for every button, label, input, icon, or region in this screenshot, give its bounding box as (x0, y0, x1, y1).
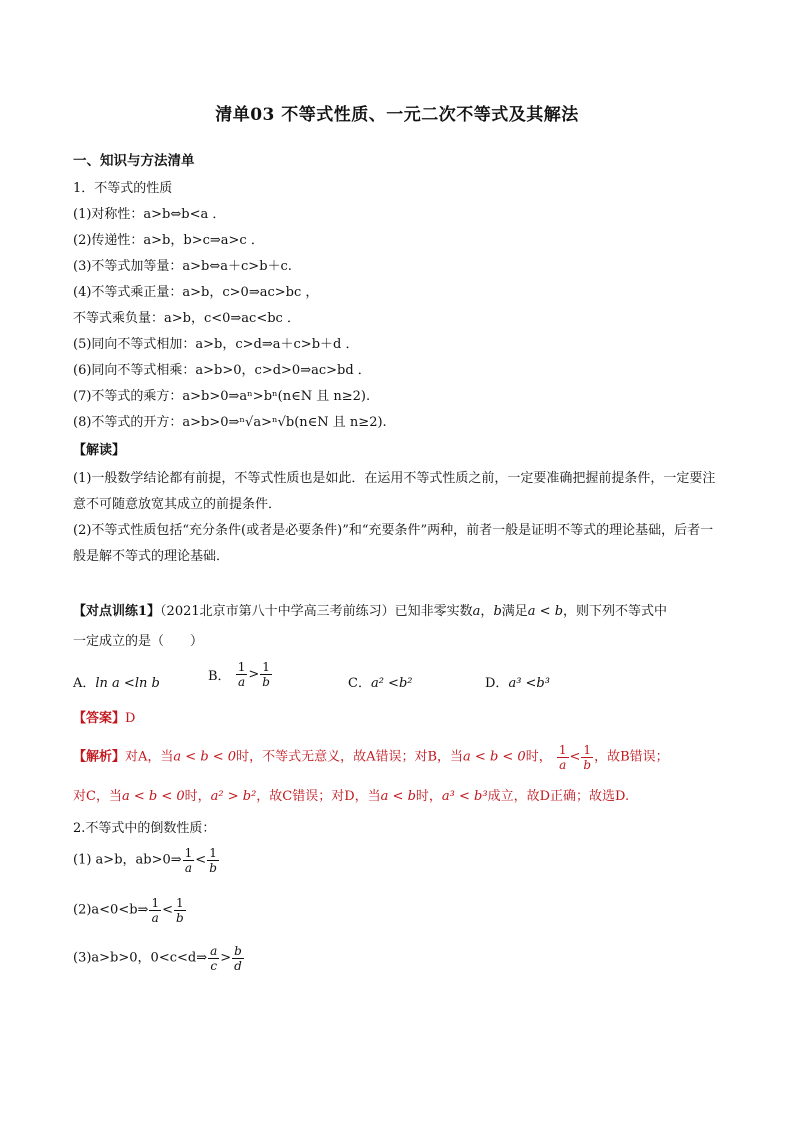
fraction (149, 896, 161, 925)
denominator: d (234, 959, 242, 973)
answer-label: 【答案】 (73, 711, 126, 726)
interpret-label: 【解读】 (73, 443, 126, 458)
option-value: a³ <b³ (508, 676, 550, 691)
denominator: a (237, 675, 246, 689)
numerator: a (210, 944, 218, 958)
property-line: (1)对称性：a>b⇔b<a ． (73, 207, 226, 222)
numerator: b (234, 944, 242, 958)
numerator: 1 (581, 743, 593, 758)
fraction (260, 660, 272, 689)
item-heading: 2.不等式中的倒数性质： (73, 821, 216, 836)
property-line: (3)不等式加等量：a>b⇔a＋c>b＋c. (73, 259, 292, 274)
option-c (348, 672, 412, 691)
property-line: (8)不等式的开方：a>b>0⇒ⁿ√a>ⁿ√b(n∈N 且 n≥2). (73, 415, 387, 430)
exercise-text: ，则下列不等式中 (563, 604, 668, 619)
operator: < (195, 852, 207, 868)
operator: > (220, 950, 232, 966)
denominator: b (175, 911, 184, 925)
analysis-text: 时， (184, 789, 211, 804)
reciprocal-text: (2)a<0<b⇒ (73, 902, 149, 918)
exercise-text: ， (480, 604, 494, 619)
analysis-text: 时， (525, 749, 552, 765)
math-expression: a < b < 0 (121, 789, 185, 804)
analysis-text: 对C，当 (73, 789, 122, 804)
numerator: 1 (260, 660, 272, 675)
analysis-line-2 (73, 788, 629, 806)
operator: < (569, 749, 581, 765)
property-line: (2)传递性：a>b，b>c⇒a>c ． (73, 233, 264, 248)
fraction (232, 944, 244, 973)
answer-value: D (125, 711, 136, 726)
exercise-text: 已知非零实数 (394, 604, 473, 619)
math-expression: a < b < 0 (463, 749, 526, 765)
fraction (207, 846, 219, 875)
property-line: (6)同向不等式相乘：a>b>0，c>d>0⇒ac>bd ． (73, 363, 371, 378)
analysis-line-1 (73, 743, 669, 772)
option-label: B． (208, 669, 231, 684)
fraction (174, 896, 186, 925)
numerator: 1 (184, 846, 193, 860)
page-title: 清单03 不等式性质、一元二次不等式及其解法 (215, 105, 579, 125)
fraction (208, 944, 219, 973)
operator: < (162, 902, 173, 918)
math-expression: a³ < b³ (441, 789, 488, 804)
exercise-stem (73, 603, 667, 621)
analysis-text: ，故B错误； (594, 749, 669, 765)
interpret-paragraph: (1)一般数学结论都有前提，不等式性质也是如此．在运用不等式性质之前，一定要准确把握前提条件，一定要注意不可随意放宽其成立的前提条件． (73, 471, 716, 512)
analysis-label: 【解析】 (73, 749, 126, 765)
reciprocal-line (73, 846, 220, 875)
exercise-stem-line2: 一定成立的是（ ） (73, 634, 204, 649)
section-heading: 一、知识与方法清单 (73, 153, 195, 169)
property-line: 不等式乘负量：a>b，c<0⇒ac<bc ． (73, 311, 300, 326)
analysis-text: ，故C错误；对D，当 (256, 789, 381, 804)
reciprocal-line (73, 944, 245, 973)
math-expression: a < b (527, 604, 564, 619)
option-value: a² <b² (370, 676, 413, 691)
exercise-text: 满足 (501, 604, 528, 619)
denominator: b (583, 758, 592, 772)
fraction (581, 743, 593, 772)
numerator: 1 (151, 896, 160, 910)
math-expression: a < b < 0 (173, 749, 237, 765)
denominator: a (184, 861, 193, 875)
property-line: (5)同向不等式相加：a>b，c>d⇒a＋c>b＋d ． (73, 337, 359, 352)
option-b (208, 660, 273, 689)
math-var: a (472, 604, 481, 619)
analysis-text: 对A，当 (125, 749, 174, 765)
option-value: ln a <ln b (95, 676, 160, 691)
math-expression: a < b (380, 789, 416, 804)
math-expression: a² > b² (210, 789, 257, 804)
exercise-source: （2021北京市第八十中学高三考前练习） (160, 604, 395, 619)
interpret-paragraph: (2)不等式性质包括“充分条件(或者是必要条件)”和“充要条件”两种，前者一般是证明不等式的理论基础，后者一般是解不等式的理论基础． (73, 523, 714, 564)
option-a (73, 672, 160, 691)
reciprocal-text: (1) a>b，ab>0⇒ (73, 852, 182, 868)
option-d (485, 672, 550, 691)
numerator: 1 (174, 896, 186, 911)
exercise-label: 【对点训练1】 (73, 604, 161, 619)
property-line: (4)不等式乘正量：a>b，c>0⇒ac>bc ， (73, 285, 319, 300)
analysis-text: 时，不等式无意义，故A错误；对B，当 (236, 749, 464, 765)
fraction (557, 743, 569, 772)
option-label: C． (348, 676, 371, 691)
option-label: A． (73, 676, 96, 691)
denominator: b (209, 861, 217, 875)
option-label: D． (485, 676, 509, 691)
fraction (183, 846, 195, 875)
numerator: 1 (207, 846, 219, 861)
answer-line (73, 710, 135, 728)
analysis-text: 时， (415, 789, 442, 804)
reciprocal-text: (3)a>b>0，0<c<d⇒ (73, 950, 208, 966)
numerator: 1 (558, 743, 567, 757)
math-var: b (493, 604, 502, 619)
fraction (236, 660, 248, 689)
analysis-text: 成立，故D正确；故选D. (487, 789, 630, 804)
reciprocal-line (73, 896, 187, 925)
denominator: b (262, 675, 270, 689)
numerator: 1 (237, 660, 246, 674)
operator: > (248, 667, 260, 682)
item-heading: 1．不等式的性质 (73, 181, 173, 196)
property-line: (7)不等式的乘方：a>b>0⇒aⁿ>bⁿ(n∈N 且 n≥2). (73, 389, 371, 404)
denominator: a (151, 911, 159, 925)
denominator: a (559, 758, 567, 772)
denominator: c (210, 959, 218, 973)
